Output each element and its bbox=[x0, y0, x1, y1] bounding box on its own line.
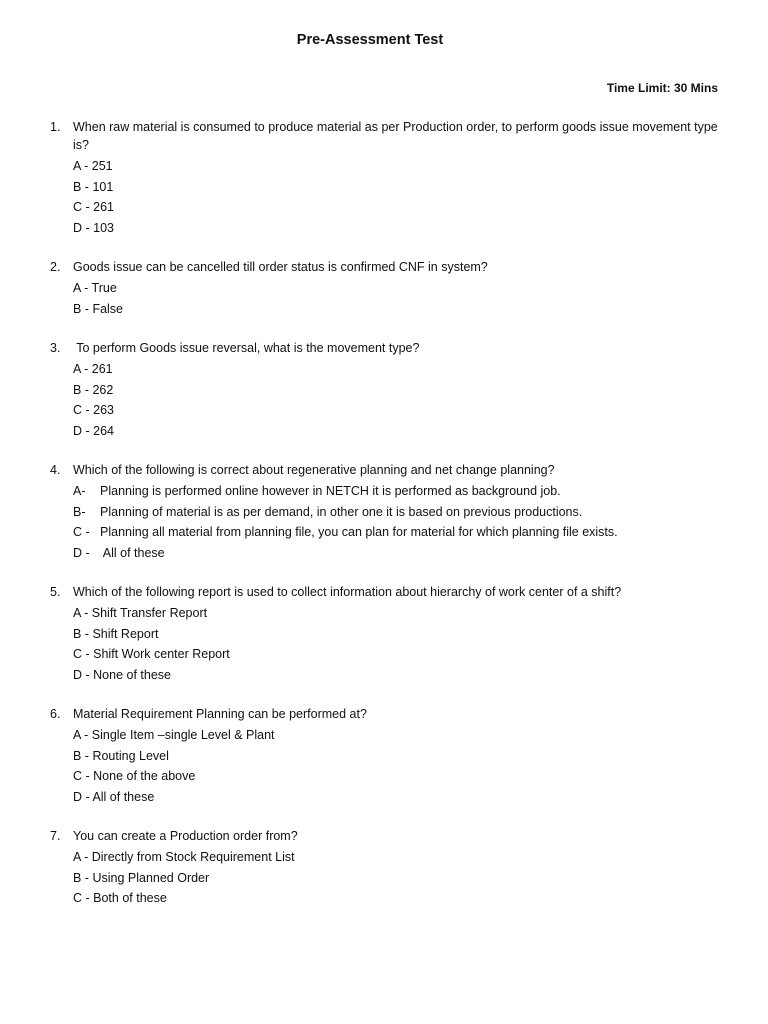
question-1 bbox=[50, 118, 720, 238]
question-3 bbox=[50, 339, 720, 441]
question-list bbox=[50, 118, 720, 929]
option-text: Planning is performed online however in NETCH it is performed as background job. bbox=[100, 484, 561, 498]
option-c bbox=[73, 522, 720, 543]
question-4 bbox=[50, 461, 720, 563]
option-b: B - Shift Report bbox=[73, 626, 159, 641]
question-number: 4. bbox=[50, 463, 61, 477]
option-d: D - None of these bbox=[73, 667, 171, 682]
question-5 bbox=[50, 583, 720, 685]
question-text: Which of the following is correct about regenerative planning and net change planning? bbox=[73, 463, 555, 477]
option-a: A - 251 bbox=[73, 159, 113, 173]
option-text: Planning all material from planning file, you can plan for material for which planning file exists. bbox=[100, 525, 618, 539]
question-2 bbox=[50, 258, 720, 319]
question-7 bbox=[50, 827, 720, 909]
option-d: D - 264 bbox=[73, 423, 114, 438]
option-text: Planning of material is as per demand, in other one it is based on previous productions. bbox=[100, 504, 583, 519]
question-number: 7. bbox=[50, 829, 61, 843]
option-d: D - All of these bbox=[73, 789, 155, 804]
question-text: You can create a Production order from? bbox=[73, 829, 298, 843]
option-b bbox=[73, 502, 720, 523]
page-title: Pre-Assessment Test bbox=[296, 32, 444, 48]
option-letter: A- bbox=[73, 484, 86, 498]
option-d bbox=[73, 543, 720, 564]
option-letter: C - bbox=[73, 525, 90, 539]
option-c: C - Both of these bbox=[73, 891, 167, 905]
option-list bbox=[73, 481, 720, 563]
question-number: 6. bbox=[50, 707, 61, 721]
option-list bbox=[73, 603, 720, 685]
option-letter: B- bbox=[73, 504, 86, 519]
option-a: A - Directly from Stock Requirement List bbox=[73, 850, 295, 864]
question-text: When raw material is consumed to produce material as per Production order, to perform goods issue movement type is? bbox=[73, 120, 718, 152]
option-a: A - True bbox=[73, 281, 117, 295]
option-letter: D - bbox=[73, 545, 90, 560]
question-number: 5. bbox=[50, 585, 61, 599]
option-list bbox=[73, 359, 720, 441]
option-c: C - 263 bbox=[73, 403, 114, 417]
option-list bbox=[73, 156, 720, 238]
option-b: B - False bbox=[73, 301, 124, 316]
option-c: C - None of the above bbox=[73, 769, 196, 783]
question-text: To perform Goods issue reversal, what is the movement type? bbox=[73, 341, 420, 355]
option-text: All of these bbox=[100, 545, 165, 560]
option-c: C - Shift Work center Report bbox=[73, 647, 230, 661]
option-list bbox=[73, 847, 720, 909]
question-number: 1. bbox=[50, 120, 61, 134]
option-list bbox=[73, 278, 720, 319]
option-b: B - 262 bbox=[73, 382, 114, 397]
question-text: Material Requirement Planning can be performed at? bbox=[73, 707, 367, 721]
option-c: C - 261 bbox=[73, 200, 114, 214]
option-b: B - Using Planned Order bbox=[73, 870, 210, 885]
question-number: 2. bbox=[50, 260, 61, 274]
question-number: 3. bbox=[50, 341, 61, 355]
option-a bbox=[73, 481, 720, 502]
option-a: A - 261 bbox=[73, 362, 113, 376]
option-b: B - 101 bbox=[73, 179, 114, 194]
option-list bbox=[73, 725, 720, 807]
question-text: Which of the following report is used to collect information about hierarchy of work center of a shift? bbox=[73, 585, 622, 599]
time-limit: Time Limit: 30 Mins bbox=[606, 81, 718, 95]
option-a: A - Single Item –single Level & Plant bbox=[73, 728, 275, 742]
option-a: A - Shift Transfer Report bbox=[73, 606, 208, 620]
option-d: D - 103 bbox=[73, 220, 114, 235]
option-b: B - Routing Level bbox=[73, 748, 169, 763]
question-text: Goods issue can be cancelled till order status is confirmed CNF in system? bbox=[73, 260, 488, 274]
question-6 bbox=[50, 705, 720, 807]
